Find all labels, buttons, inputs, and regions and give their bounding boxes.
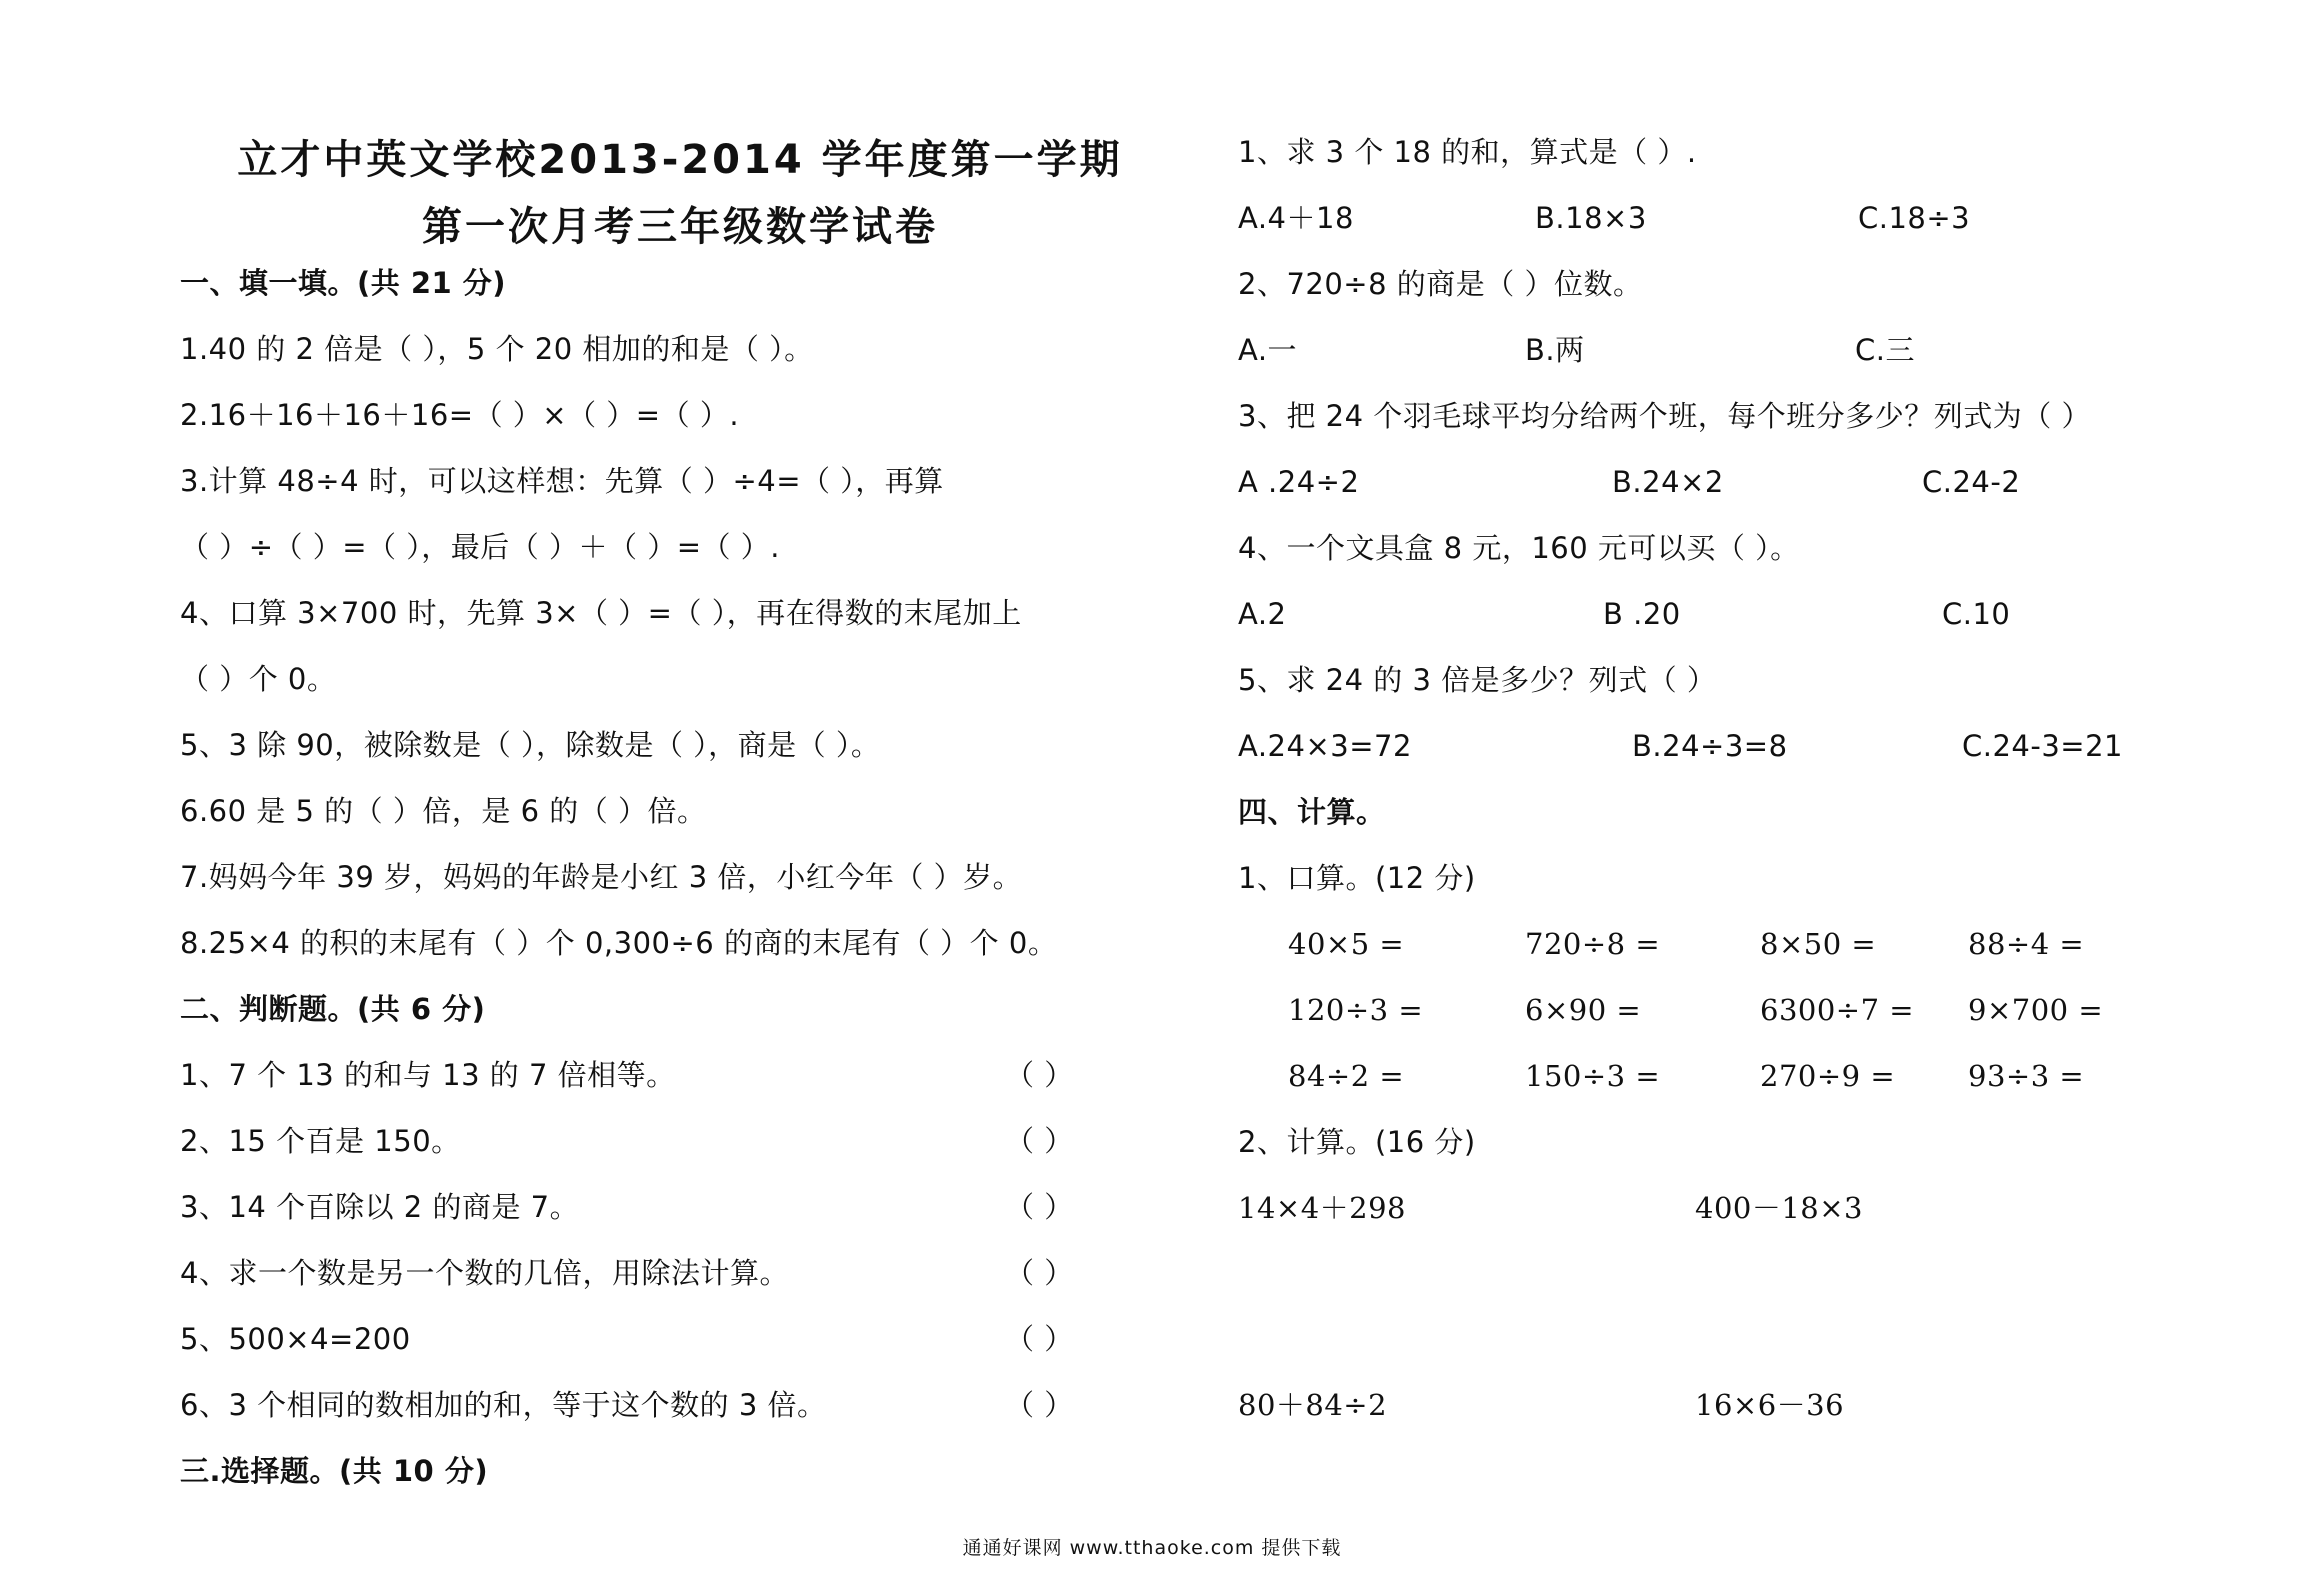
section1-title: 一、填一填。(共 21 分) xyxy=(180,266,507,300)
judge-item: 4、求一个数是另一个数的几倍，用除法计算。 xyxy=(180,1256,789,1290)
choice-option-b: B.两 xyxy=(1525,333,1585,367)
judge-item: 3、14 个百除以 2 的商是 7。 xyxy=(180,1190,580,1224)
question-1-5: 5、3 除 90，被除数是（ ），除数是（ ），商是（ ）。 xyxy=(180,728,881,762)
question-1-2: 2.16＋16＋16＋16=（ ）×（ ）=（ ）. xyxy=(180,398,740,432)
choice-question: 5、求 24 的 3 倍是多少？列式（ ） xyxy=(1238,663,1717,697)
choice-option-b: B.18×3 xyxy=(1535,201,1647,235)
question-1-4b: （ ）个 0。 xyxy=(180,662,337,696)
calc-expression: 14×4＋298 xyxy=(1238,1191,1407,1225)
oral-calc-title: 1、口算。(12 分) xyxy=(1238,861,1476,895)
judge-answer-paren: （ ） xyxy=(1005,1124,1074,1158)
choice-option-c: C.10 xyxy=(1942,597,2011,631)
judge-answer-paren: （ ） xyxy=(1005,1256,1074,1290)
judge-item: 6、3 个相同的数相加的和，等于这个数的 3 倍。 xyxy=(180,1388,827,1422)
question-1-4a: 4、口算 3×700 时，先算 3×（ ）=（ ），再在得数的末尾加上 xyxy=(180,596,1022,630)
choice-option-c: C.三 xyxy=(1855,333,1915,367)
calc-expression: 16×6－36 xyxy=(1695,1388,1845,1422)
oral-item: 84÷2 = xyxy=(1288,1059,1405,1093)
choice-option-a: A.24×3=72 xyxy=(1238,729,1412,763)
oral-item: 120÷3 = xyxy=(1288,993,1424,1027)
calc-expression: 80＋84÷2 xyxy=(1238,1388,1388,1422)
question-1-8: 8.25×4 的积的末尾有（ ）个 0,300÷6 的商的末尾有（ ）个 0。 xyxy=(180,926,1058,960)
choice-option-a: A.2 xyxy=(1238,597,1287,631)
oral-item: 9×700 = xyxy=(1968,993,2104,1027)
question-1-1: 1.40 的 2 倍是（ ），5 个 20 相加的和是（ ）。 xyxy=(180,332,814,366)
choice-option-c: C.24-3=21 xyxy=(1962,729,2123,763)
exam-title-line2: 第一次月考三年级数学试卷 xyxy=(422,204,938,250)
oral-item: 150÷3 = xyxy=(1525,1059,1661,1093)
choice-option-a: A.4＋18 xyxy=(1238,201,1354,235)
written-calc-title: 2、计算。(16 分) xyxy=(1238,1125,1476,1159)
oral-item: 6300÷7 = xyxy=(1760,993,1915,1027)
question-1-3b: （ ）÷（ ）=（ ），最后（ ）＋（ ）=（ ）. xyxy=(180,530,780,564)
oral-item: 88÷4 = xyxy=(1968,927,2085,961)
oral-item: 270÷9 = xyxy=(1760,1059,1896,1093)
choice-question: 2、720÷8 的商是（ ）位数。 xyxy=(1238,267,1643,301)
question-1-3a: 3.计算 48÷4 时，可以这样想：先算（ ）÷4=（ ），再算 xyxy=(180,464,944,498)
choice-option-a: A.一 xyxy=(1238,333,1298,367)
oral-item: 8×50 = xyxy=(1760,927,1877,961)
judge-answer-paren: （ ） xyxy=(1005,1058,1074,1092)
oral-item: 40×5 = xyxy=(1288,927,1405,961)
oral-item: 93÷3 = xyxy=(1968,1059,2085,1093)
choice-option-b: B.24÷3=8 xyxy=(1632,729,1788,763)
calc-expression: 400－18×3 xyxy=(1695,1191,1864,1225)
section2-title: 二、判断题。(共 6 分) xyxy=(180,992,486,1026)
section4-title: 四、计算。 xyxy=(1238,795,1386,829)
choice-option-c: C.18÷3 xyxy=(1858,201,1971,235)
judge-item: 1、7 个 13 的和与 13 的 7 倍相等。 xyxy=(180,1058,676,1092)
question-1-6: 6.60 是 5 的（ ）倍，是 6 的（ ）倍。 xyxy=(180,794,707,828)
judge-answer-paren: （ ） xyxy=(1005,1388,1074,1422)
choice-question: 1、求 3 个 18 的和，算式是（ ）. xyxy=(1238,135,1697,169)
choice-question: 4、一个文具盒 8 元，160 元可以买（ ）。 xyxy=(1238,531,1800,565)
judge-item: 5、500×4=200 xyxy=(180,1322,411,1356)
oral-item: 720÷8 = xyxy=(1525,927,1661,961)
choice-option-b: B .20 xyxy=(1603,597,1681,631)
judge-answer-paren: （ ） xyxy=(1005,1322,1074,1356)
choice-option-b: B.24×2 xyxy=(1612,465,1724,499)
judge-item: 2、15 个百是 150。 xyxy=(180,1124,461,1158)
exam-title-line1: 立才中英文学校2013-2014 学年度第一学期 xyxy=(237,137,1123,183)
choice-question: 3、把 24 个羽毛球平均分给两个班，每个班分多少？列式为（ ） xyxy=(1238,399,2092,433)
section3-title: 三.选择题。(共 10 分) xyxy=(180,1454,489,1488)
footer-credit: 通通好课网 www.tthaoke.com 提供下载 xyxy=(962,1537,1342,1559)
choice-option-a: A .24÷2 xyxy=(1238,465,1360,499)
question-1-7: 7.妈妈今年 39 岁，妈妈的年龄是小红 3 倍，小红今年（ ）岁。 xyxy=(180,860,1023,894)
oral-item: 6×90 = xyxy=(1525,993,1642,1027)
judge-answer-paren: （ ） xyxy=(1005,1190,1074,1224)
choice-option-c: C.24-2 xyxy=(1922,465,2021,499)
